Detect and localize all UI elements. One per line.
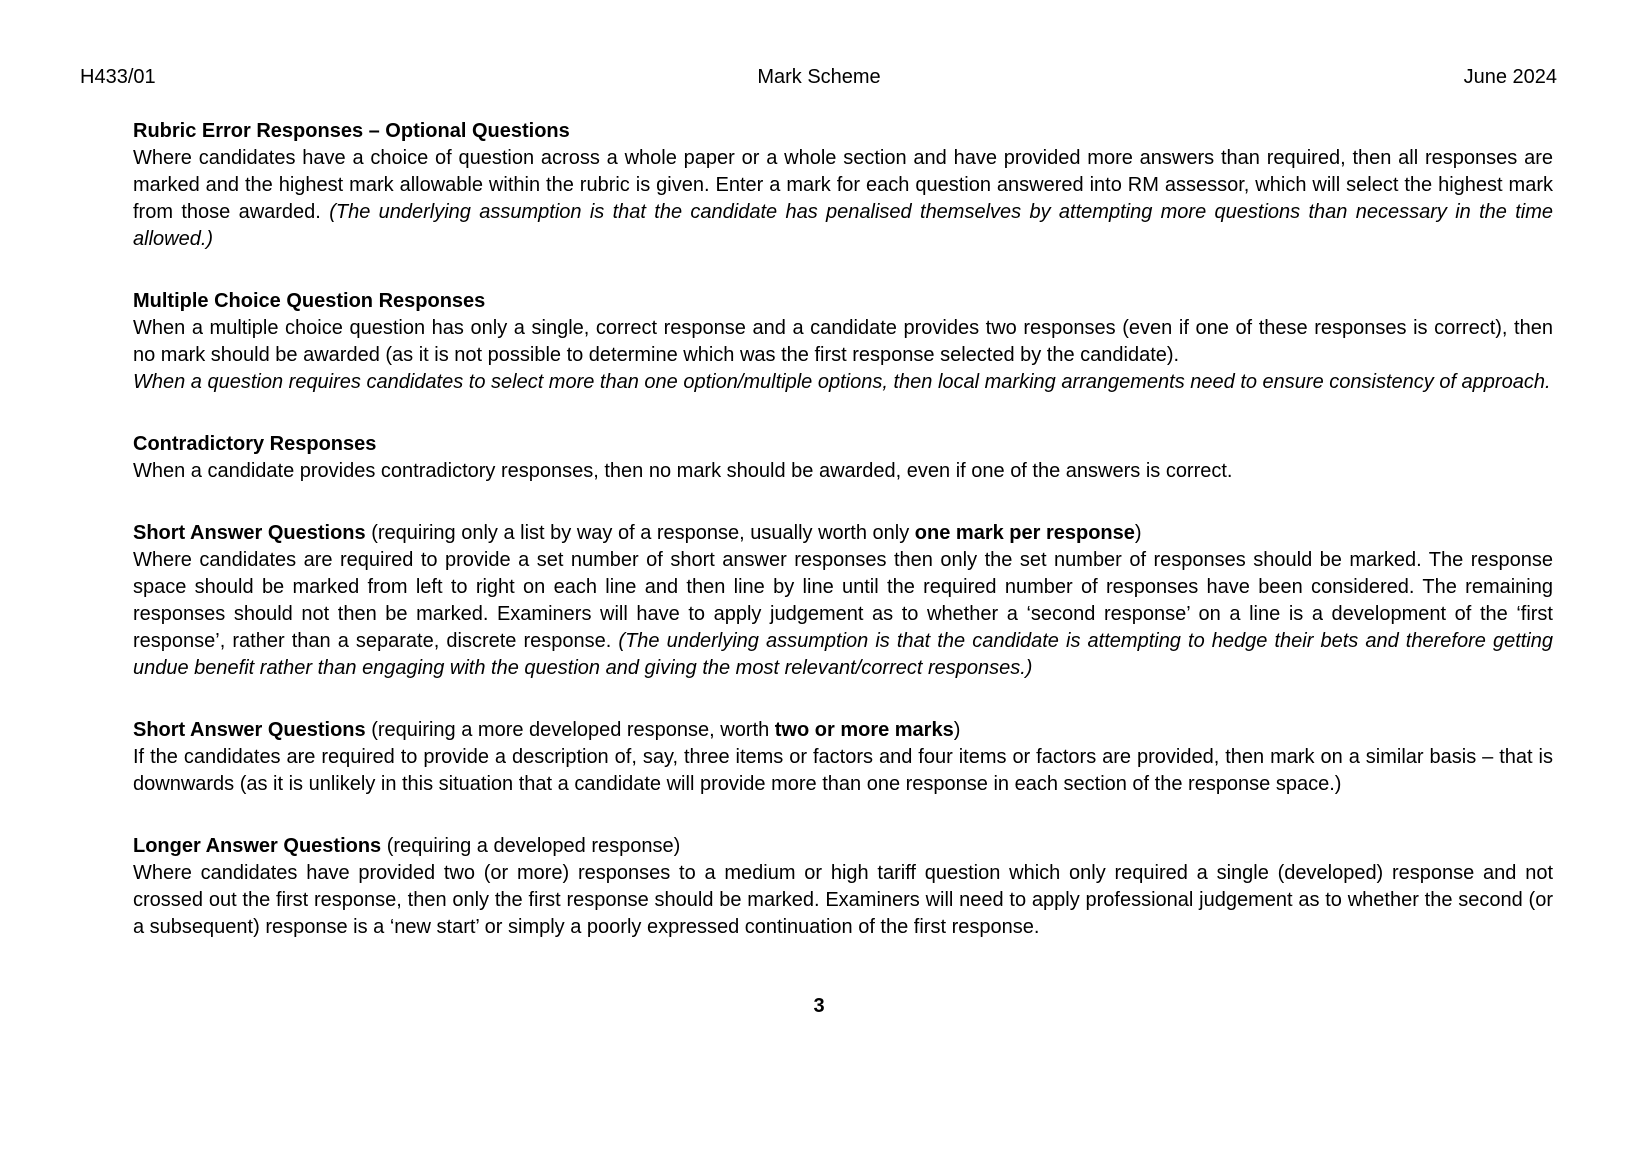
section-contradictory <box>133 431 1553 485</box>
heading-bold-text: Longer Answer Questions <box>133 835 382 857</box>
paragraph-text: Where candidates have provided two (or more) responses to a medium or high tariff question which only required a single (developed) response and not crossed out the first response, then only the first response should be marked. Examiners will need to apply professional judgement as to whether the second (or a subsequent) response is a ‘new start’ or simply a poorly expressed continuation of the first response. <box>133 862 1553 938</box>
paragraph-text: When a multiple choice question has only a single, correct response and a candidate provides two responses (even if one of these responses is correct), then no mark should be awarded (as it is not possible to determine which was the first response selected by the candidate). <box>133 317 1553 366</box>
heading-normal-text: (requiring a more developed response, worth <box>365 719 775 741</box>
section-paragraph-longer-answer <box>133 860 1553 941</box>
section-heading-multiple-choice <box>133 288 1553 315</box>
heading-bold-text: Short Answer Questions <box>133 719 366 741</box>
session-date: June 2024 <box>1463 66 1557 88</box>
section-paragraph-multiple-choice <box>133 315 1553 369</box>
section-rubric-error-responses <box>133 118 1553 253</box>
section-paragraph-short-answer-list <box>133 547 1553 682</box>
heading-bold-emphasis: one mark per response <box>914 522 1135 544</box>
page-header <box>0 64 1638 91</box>
section-short-answer-developed <box>133 717 1553 798</box>
section-paragraph-rubric-error <box>133 145 1553 253</box>
paragraph-text: If the candidates are required to provide a description of, say, three items or factors and four items or factors are provided, then mark on a similar basis – that is downwards (as it is unlikely in this situation that a candidate will provide more than one response in each section of the response space.) <box>133 746 1553 795</box>
paragraph-text: Where candidates have a choice of question across a whole paper or a whole section and have provided more answers than required, then all responses are marked and the highest mark allowable within the rubric is given. Enter a mark for each question answered into RM assessor, which will select the highest mark from those awarded. <box>133 147 1553 223</box>
heading-close-paren: ) <box>953 719 961 741</box>
section-heading-short-answer-developed <box>133 717 1553 744</box>
heading-text: Contradictory Responses <box>133 433 377 455</box>
heading-normal-text: (requiring a developed response) <box>381 835 681 857</box>
heading-text: Rubric Error Responses – Optional Questions <box>133 120 570 142</box>
document-title: Mark Scheme <box>757 66 881 88</box>
section-short-answer-list <box>133 520 1553 682</box>
document-body <box>133 118 1553 976</box>
section-heading-contradictory <box>133 431 1553 458</box>
paragraph-italic-note: (The underlying assumption is that the candidate has penalised themselves by attempting more questions than necessary in the time allowed.) <box>133 201 1554 250</box>
heading-close-paren: ) <box>1134 522 1142 544</box>
heading-normal-text: (requiring only a list by way of a response, usually worth only <box>365 522 915 544</box>
section-heading-longer-answer <box>133 833 1553 860</box>
section-paragraph-contradictory <box>133 458 1553 485</box>
page-number: 3 <box>813 995 825 1017</box>
paper-code: H433/01 <box>80 66 156 88</box>
section-paragraph-multiple-choice-italic <box>133 369 1553 396</box>
section-paragraph-short-answer-developed <box>133 744 1553 798</box>
section-heading-rubric-error <box>133 118 1553 145</box>
paragraph-text: When a candidate provides contradictory responses, then no mark should be awarded, even if one of the answers is correct. <box>133 460 1233 482</box>
paragraph-italic-text: When a question requires candidates to select more than one option/multiple options, then local marking arrangements need to ensure consistency of approach. <box>133 371 1551 393</box>
heading-text: Multiple Choice Question Responses <box>133 290 486 312</box>
paragraph-text: Where candidates are required to provide a set number of short answer responses then only the set number of responses should be marked. The response space should be marked from left to right on each line and then line by line until the required number of responses have been considered. The remaining responses should not then be marked. Examiners will have to apply judgement as to whether a ‘second response’ on a line is a development of the ‘first response’, rather than a separate, discrete response. <box>133 549 1553 652</box>
section-longer-answer <box>133 833 1553 941</box>
heading-bold-emphasis: two or more marks <box>774 719 954 741</box>
heading-bold-text: Short Answer Questions <box>133 522 366 544</box>
section-multiple-choice <box>133 288 1553 396</box>
section-heading-short-answer-list <box>133 520 1553 547</box>
paragraph-italic-note: (The underlying assumption is that the candidate is attempting to hedge their bets and therefore getting undue benefit rather than engaging with the question and giving the most relevant/correct responses.) <box>133 630 1553 679</box>
